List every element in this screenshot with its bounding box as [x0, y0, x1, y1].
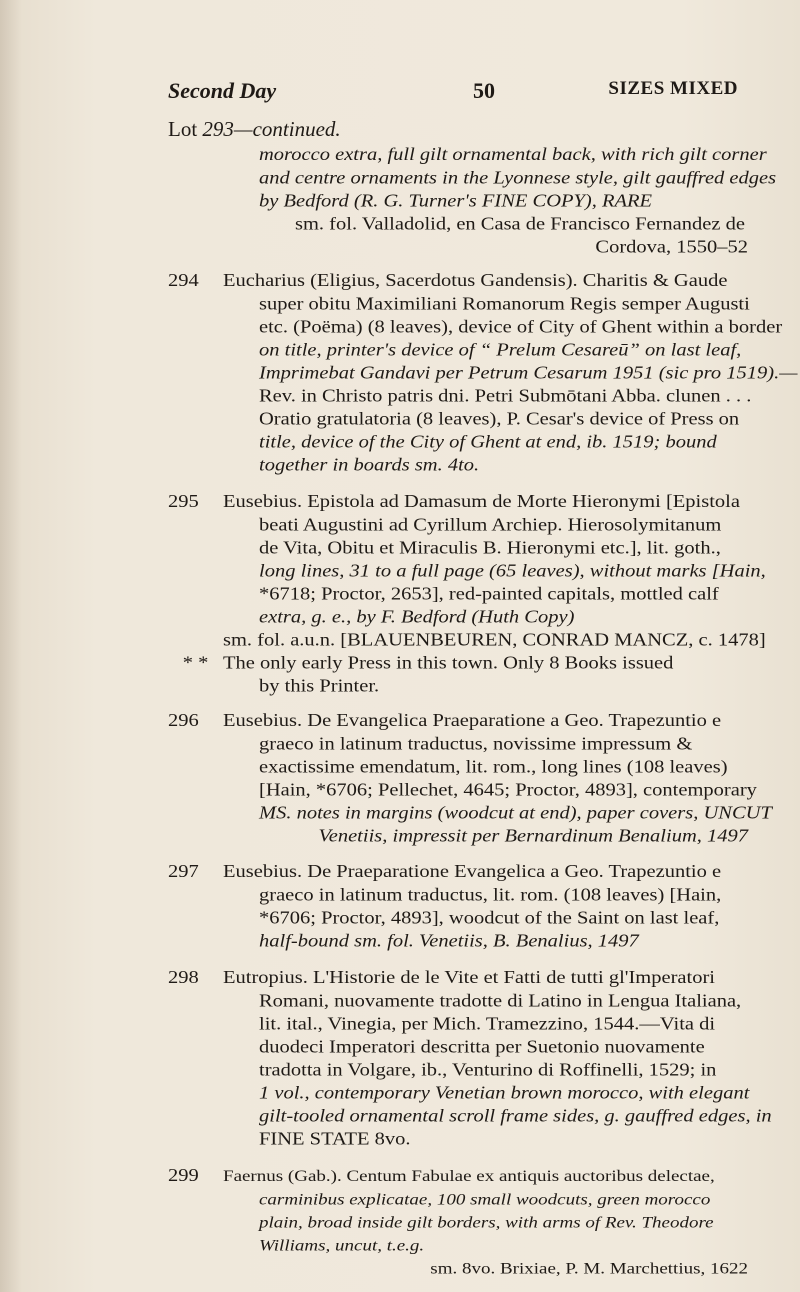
- lot-line: tradotta in Volgare, ib., Venturino di Roffinelli, 1529; in: [259, 1060, 717, 1080]
- lot-296: [168, 710, 772, 848]
- lot-line: MS. notes in margins (woodcut at end), paper covers, UNCUT: [259, 804, 772, 824]
- lot-line: etc. (Poëma) (8 leaves), device of City of Ghent within a border: [259, 317, 783, 337]
- lot-line: *6706; Proctor, 4893], woodcut of the Saint on last leaf,: [259, 908, 720, 928]
- lot-line: Faernus (Gab.). Centum Fabulae ex antiquis auctoribus delectae,: [223, 1167, 715, 1186]
- lot-line: sm. fol. a.u.n. [BLAUENBEUREN, CONRAD MANCZ, c. 1478]: [223, 630, 766, 650]
- lot-line: on title, printer's device of “ Prelum Cesareū” on last leaf,: [259, 340, 742, 360]
- running-head-left: Second Day: [168, 78, 277, 103]
- lot-line: super obitu Maximiliani Romanorum Regis semper Augusti: [259, 294, 750, 314]
- continued-label: 293—continued.: [202, 117, 341, 141]
- lot-line: de Vita, Obitu et Miraculis B. Hieronymi etc.], lit. goth.,: [259, 538, 721, 558]
- lot-line: Williams, uncut, t.e.g.: [259, 1236, 425, 1255]
- lot-line: beati Augustini ad Cyrillum Archiep. Hierosolymitanum: [259, 515, 722, 535]
- lot-number: 296: [168, 711, 199, 731]
- lot-line: Eusebius. De Evangelica Praeparatione a Geo. Trapezuntio e: [223, 711, 722, 731]
- lot-293-line: by Bedford (R. G. Turner's FINE COPY), RARE: [259, 191, 653, 211]
- lot-number: 295: [168, 492, 199, 512]
- lot-label: Lot: [168, 117, 198, 141]
- lot-299: [168, 1165, 748, 1280]
- asterism-icon: * *: [182, 653, 209, 673]
- lot-note: [168, 652, 748, 698]
- lot-line: sm. 8vo. Brixiae, P. M. Marchettius, 1622: [430, 1259, 748, 1278]
- lot-line: *6718; Proctor, 2653], red-painted capitals, mottled calf: [259, 584, 719, 604]
- lot-line: lit. ital., Vinegia, per Mich. Tramezzino, 1544.—Vita di: [259, 1014, 716, 1034]
- lot-line: long lines, 31 to a full page (65 leaves), without marks [Hain,: [259, 561, 766, 581]
- lot-line: Eutropius. L'Historie de le Vite et Fatti de tutti gl'Imperatori: [223, 968, 715, 988]
- lot-line: 1 vol., contemporary Venetian brown morocco, with elegant: [259, 1083, 750, 1103]
- lot-line: carminibus explicatae, 100 small woodcuts, green morocco: [259, 1190, 711, 1209]
- lot-line: exactissime emendatum, lit. rom., long lines (108 leaves): [259, 758, 728, 777]
- lot-line: Venetiis, impressit per Bernardinum Benalium, 1497: [318, 827, 748, 847]
- lot-line: Oratio gratulatoria (8 leaves), P. Cesar's device of Press on: [259, 409, 740, 429]
- note-line: by this Printer.: [259, 676, 380, 696]
- lot-297: [168, 861, 748, 953]
- lot-294: [168, 270, 798, 478]
- lot-line: together in boards sm. 4to.: [259, 455, 480, 475]
- note-line: The only early Press in this town. Only 8 Books issued: [223, 653, 674, 673]
- lot-line: duodeci Imperatori descritta per Suetonio nuovamente: [259, 1037, 705, 1057]
- lot-line: Eusebius. Epistola ad Damasum de Morte Hieronymi [Epistola: [223, 492, 740, 512]
- lot-number: 298: [168, 968, 199, 988]
- lot-298: [168, 967, 772, 1151]
- lot-line: graeco in latinum traductus, lit. rom. (108 leaves) [Hain,: [259, 885, 722, 905]
- lot-line: Imprimebat Gandavi per Petrum Cesarum 1951 (sic pro 1519).—: [259, 363, 798, 383]
- lot-293-continued: [168, 144, 777, 259]
- lot-line: graeco in latinum traductus, novissime impressum &: [259, 735, 693, 754]
- lot-293-line: and centre ornaments in the Lyonnese style, gilt gauffred edges: [259, 168, 777, 188]
- page-number: 50: [473, 78, 495, 103]
- lot-line: plain, broad inside gilt borders, with arms of Rev. Theodore: [259, 1213, 714, 1232]
- lot-293-line: sm. fol. Valladolid, en Casa de Francisco Fernandez de: [295, 214, 745, 234]
- lot-line: Eusebius. De Praeparatione Evangelica a Geo. Trapezuntio e: [223, 862, 722, 882]
- lot-295: [168, 491, 766, 699]
- running-head-right: SIZES MIXED: [608, 78, 738, 99]
- lot-line: Eucharius (Eligius, Sacerdotus Gandensis). Charitis & Gaude: [223, 271, 728, 291]
- lot-number: 299: [168, 1166, 199, 1186]
- lot-line: title, device of the City of Ghent at end, ib. 1519; bound: [259, 432, 717, 452]
- lot-line: half-bound sm. fol. Venetiis, B. Benalius, 1497: [259, 931, 639, 951]
- lot-line: Romani, nuovamente tradotte di Latino in Lengua Italiana,: [259, 991, 742, 1011]
- lot-line: FINE STATE 8vo.: [259, 1129, 411, 1149]
- running-head: [168, 78, 738, 106]
- lot-line: extra, g. e., by F. Bedford (Huth Copy): [259, 607, 575, 627]
- lot-number: 297: [168, 862, 199, 882]
- lot-line: gilt-tooled ornamental scroll frame sides, g. gauffred edges, in: [259, 1106, 772, 1126]
- lot-293-line: morocco extra, full gilt ornamental back, with rich gilt corner: [259, 145, 767, 165]
- lot-293-line: Cordova, 1550–52: [595, 237, 748, 257]
- lot-continuation-heading: [168, 117, 341, 142]
- lot-line: [Hain, *6706; Pellechet, 4645; Proctor, 4893], contemporary: [259, 781, 757, 800]
- page-gutter-shadow: [0, 0, 22, 1292]
- lot-line: Rev. in Christo patris dni. Petri Submōtani Abba. clunen . . .: [259, 386, 752, 406]
- lot-number: 294: [168, 271, 199, 291]
